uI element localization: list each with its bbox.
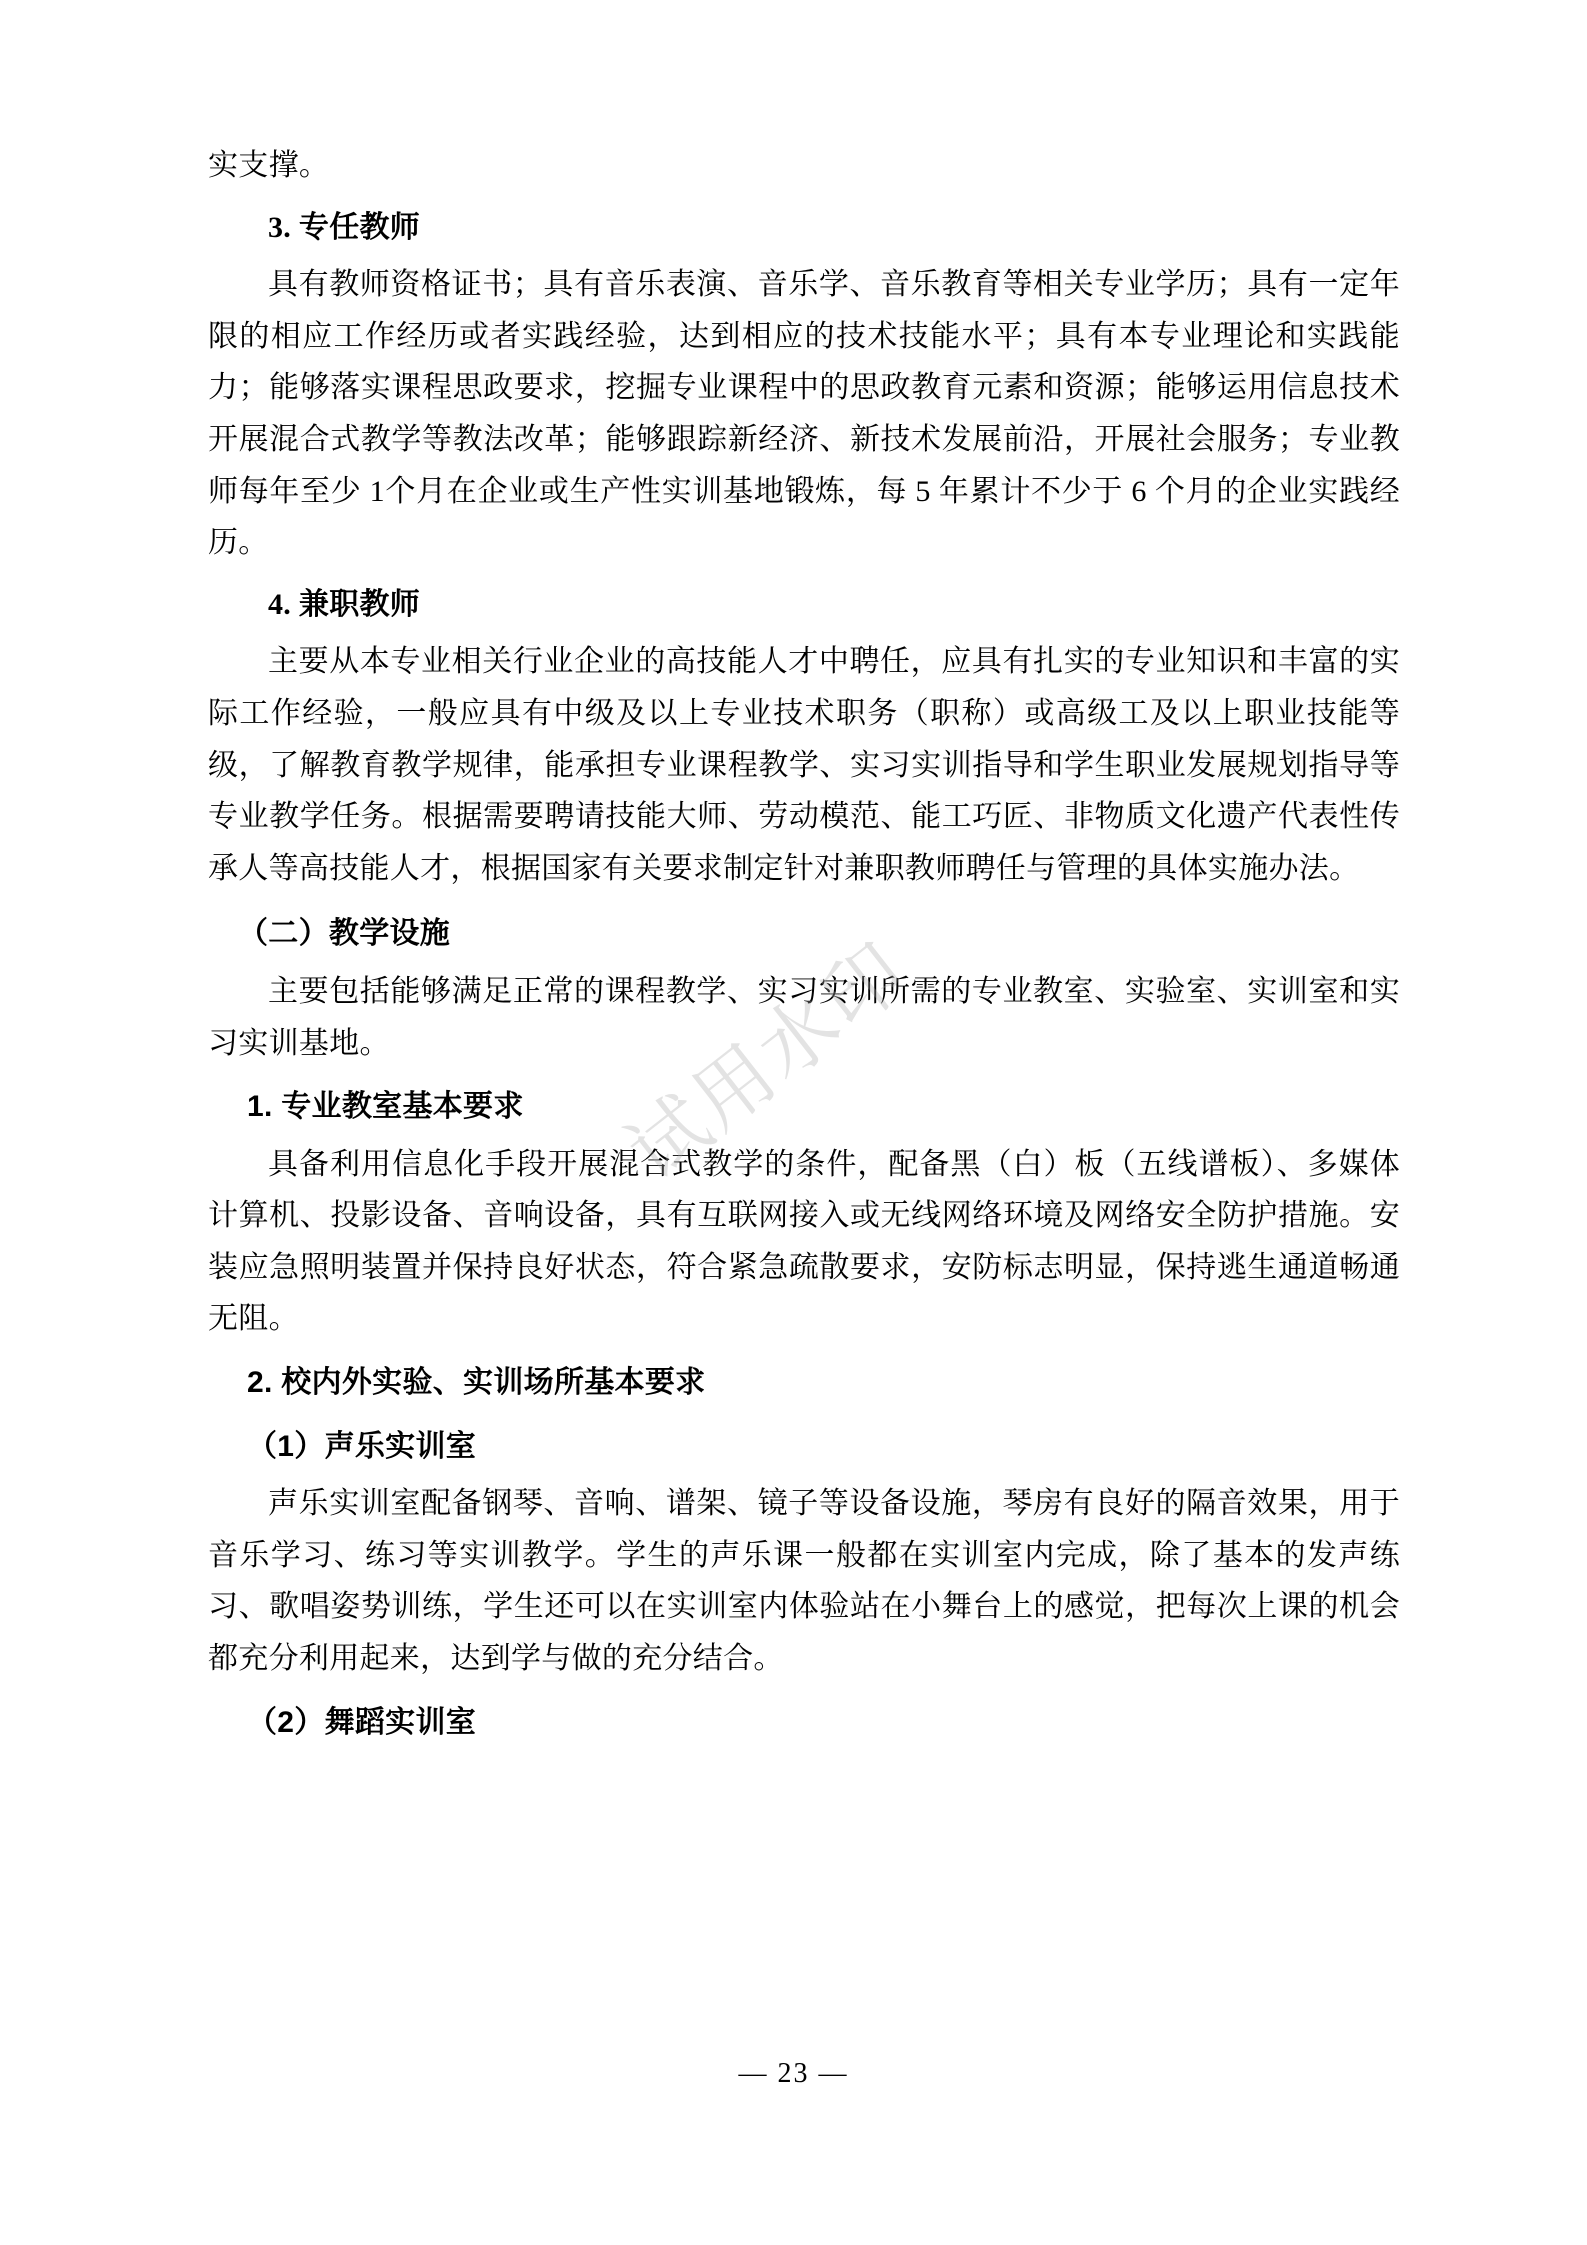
heading-classroom-requirements: 1. 专业教室基本要求 [247, 1090, 524, 1124]
heading-lab-requirements: 2. 校内外实验、实训场所基本要求 [247, 1366, 706, 1400]
paragraph-full-time-teachers: 具有教师资格证书；具有音乐表演、音乐学、音乐教育等相关专业学历；具有一定年限的相应工作经历或者实践经验，达到相应的技术技能水平；具有本专业理论和实践能力；能够落实课程思政要求，挖掘专业课程中的思政教育元素和资源；能够运用信息技术开展混合式教学等教法改革；能够跟踪新经济、新技术发展前沿，开展社会服务；专业教师每年至少 1个月在企业或生产性实训基地锻炼，每 5 年累计不少于 6 个月的企业实践经历。 [208, 268, 1400, 560]
paragraph-continuation: 实支撑。 [208, 149, 330, 182]
paragraph-part-time-teachers: 主要从本专业相关行业企业的高技能人才中聘任，应具有扎实的专业知识和丰富的实际工作经验，一般应具有中级及以上专业技术职务（职称）或高级工及以上职业技能等级，了解教育教学规律，能承担专业课程教学、实习实训指导和学生职业发展规划指导等专业教学任务。根据需要聘请技能大师、劳动模范、能工巧匠、非物质文化遗产代表性传承人等高技能人才，根据国家有关要求制定针对兼职教师聘任与管理的具体实施办法。 [208, 645, 1400, 885]
page-content [208, 140, 1400, 1754]
heading-dance-training-room: （2）舞蹈实训室 [247, 1705, 477, 1739]
paragraph-vocal-training-room: 声乐实训室配备钢琴、音响、谱架、镜子等设备设施，琴房有良好的隔音效果，用于音乐学习、练习等实训教学。学生的声乐课一般都在实训室内完成，除了基本的发声练习、歌唱姿势训练，学生还可以在实训室内体验站在小舞台上的感觉，把每次上课的机会都充分利用起来，达到学与做的充分结合。 [208, 1487, 1400, 1676]
paragraph-classroom-requirements: 具备利用信息化手段开展混合式教学的条件，配备黑（白）板（五线谱板）、多媒体计算机、投影设备、音响设备，具有互联网接入或无线网络环境及网络安全防护措施。安装应急照明装置并保持良好状态，符合紧急疏散要求，安防标志明显，保持逃生通道畅通无阻。 [208, 1147, 1400, 1336]
heading-vocal-training-room: （1）声乐实训室 [247, 1429, 477, 1463]
heading-part-time-teachers: 4. 兼职教师 [268, 587, 421, 621]
watermark-text: 试用水印 [611, 925, 925, 1197]
heading-full-time-teachers: 3. 专任教师 [268, 210, 421, 244]
page-number: — 23 — [738, 2058, 849, 2089]
heading-teaching-facilities: （二）教学设施 [238, 917, 451, 951]
paragraph-teaching-facilities: 主要包括能够满足正常的课程教学、实习实训所需的专业教室、实验室、实训室和实习实训基地。 [208, 974, 1400, 1060]
